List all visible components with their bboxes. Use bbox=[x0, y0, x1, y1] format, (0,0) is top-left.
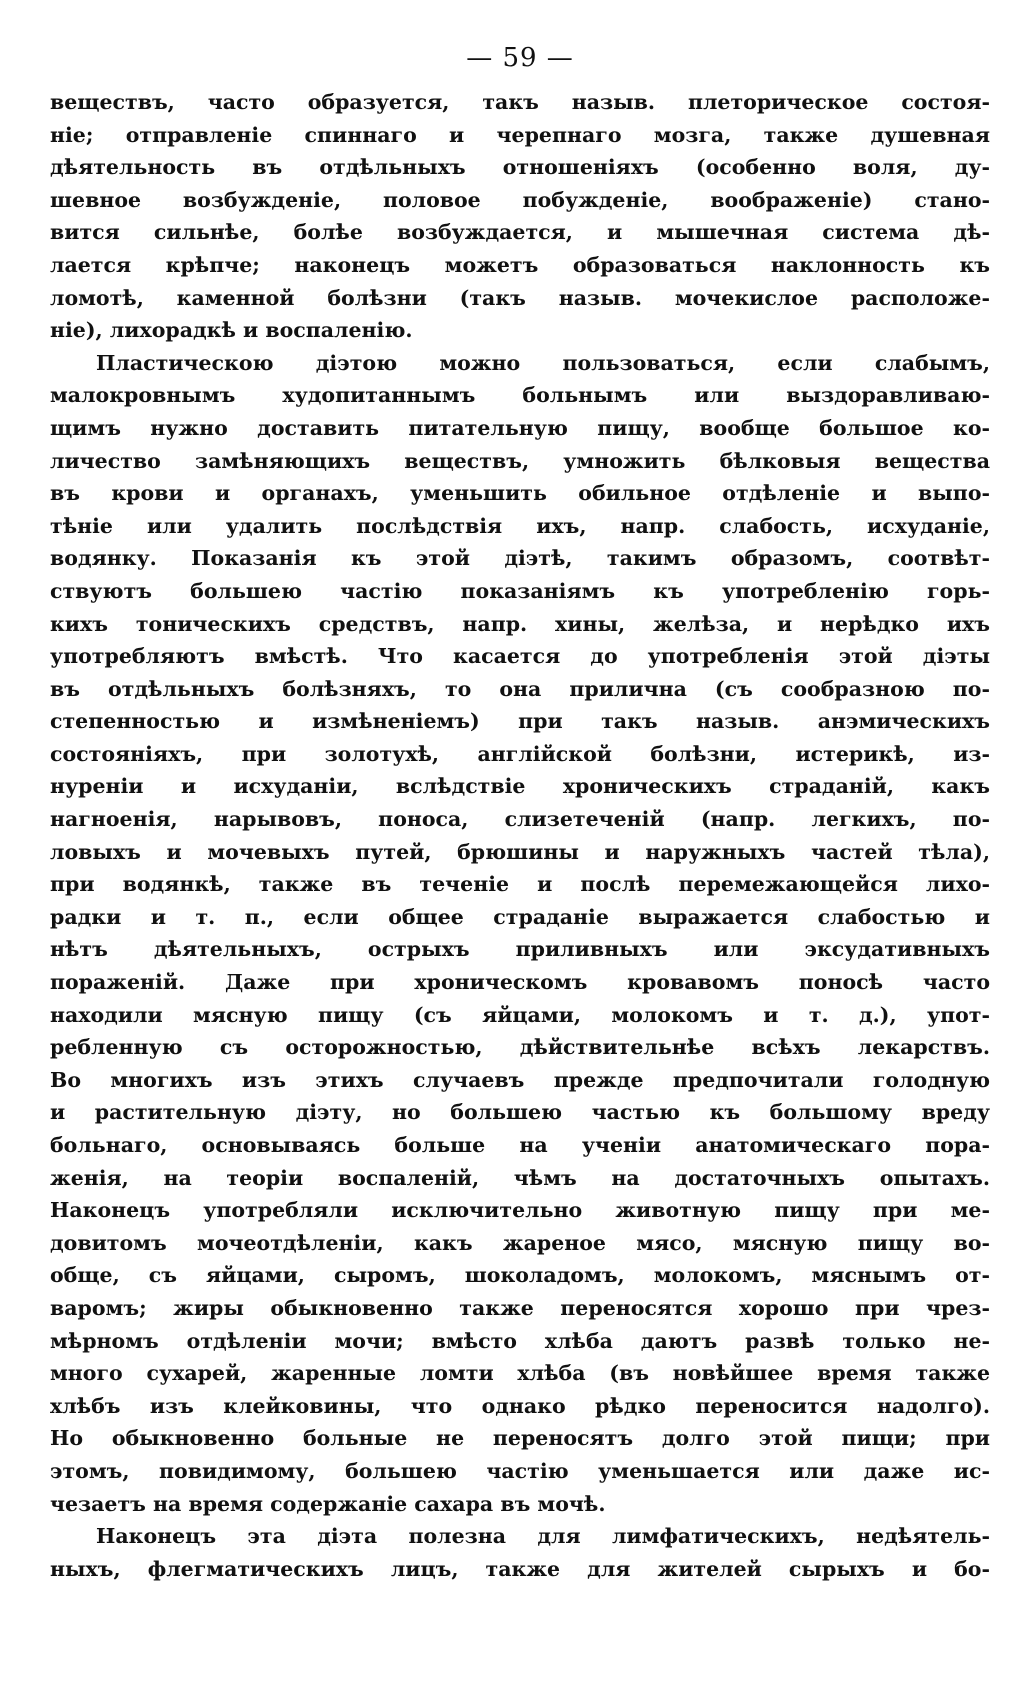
text-line: Наконецъ употребляли исключительно животную пищу при ме- bbox=[50, 1198, 990, 1223]
text-line: состояніяхъ, при золотухѣ, англійской болѣзни, истерикѣ, из- bbox=[50, 741, 990, 766]
text-line: ніе), лихорадкѣ и воспаленію. bbox=[50, 318, 413, 343]
text-line: щимъ нужно доставить питательную пищу, вообще большое ко- bbox=[50, 415, 990, 440]
text-line: женія, на теоріи воспаленій, чѣмъ на достаточныхъ опытахъ. bbox=[50, 1165, 990, 1190]
text-line: ловыхъ и мочевыхъ путей, брюшины и наружныхъ частей тѣла), bbox=[50, 839, 990, 864]
text-line: Во многихъ изъ этихъ случаевъ прежде предпочитали голодную bbox=[50, 1067, 990, 1092]
text-line: кихъ тоническихъ средствъ, напр. хины, желѣза, и нерѣдко ихъ bbox=[50, 611, 990, 636]
text-line: нуреніи и исхуданіи, вслѣдствіе хроническихъ страданій, какъ bbox=[50, 774, 990, 799]
text-line: въ отдѣльныхъ болѣзняхъ, то она прилична (съ сообразною по- bbox=[50, 676, 990, 701]
text-line: дѣятельность въ отдѣльныхъ отношеніяхъ (особенно воля, ду- bbox=[50, 155, 990, 180]
text-line: ныхъ, флегматическихъ лицъ, также для жителей сырыхъ и бо- bbox=[50, 1556, 990, 1581]
text-line: нѣтъ дѣятельныхъ, острыхъ приливныхъ или эксудативныхъ bbox=[50, 937, 990, 962]
text-line: веществъ, часто образуется, такъ назыв. плеторическое состоя- bbox=[50, 90, 990, 114]
text-line: хлѣбъ изъ клейковины, что однако рѣдко переносится надолго). bbox=[50, 1393, 990, 1418]
text-line: лается крѣпче; наконецъ можетъ образоваться наклонность къ bbox=[50, 252, 990, 277]
text-line: въ крови и органахъ, уменьшить обильное отдѣленіе и выпо- bbox=[50, 481, 990, 506]
text-line: Наконецъ эта діэта полезна для лимфатическихъ, недѣятель- bbox=[96, 1524, 990, 1549]
text-line: ствуютъ большею частію показаніямъ къ употребленію горь- bbox=[50, 578, 990, 603]
text-line: находили мясную пищу (съ яйцами, молокомъ и т. д.), упот- bbox=[50, 1002, 990, 1027]
text-line: и растительную діэту, но большею частью къ большому вреду bbox=[50, 1100, 990, 1125]
text-line: Но обыкновенно больные не переносятъ долго этой пищи; при bbox=[50, 1426, 990, 1451]
text-line: вится сильнѣе, болѣе возбуждается, и мышечная система дѣ- bbox=[50, 220, 990, 245]
paragraph-1 bbox=[50, 86, 990, 347]
text-line: чезаетъ на время содержаніе сахара въ мочѣ. bbox=[50, 1491, 606, 1516]
text-line: Пластическою діэтою можно пользоваться, если слабымъ, bbox=[96, 350, 990, 375]
body-text bbox=[50, 86, 990, 1585]
text-line: довитомъ мочеотдѣленіи, какъ жареное мясо, мясную пищу во- bbox=[50, 1230, 990, 1255]
text-line: этомъ, повидимому, большею частію уменьшается или даже ис- bbox=[50, 1458, 990, 1483]
text-line: ніе; отправленіе спиннаго и черепнаго мозга, также душевная bbox=[50, 122, 990, 147]
text-line: обще, съ яйцами, сыромъ, шоколадомъ, молокомъ, мяснымъ от- bbox=[50, 1263, 990, 1288]
text-line: малокровнымъ худопитаннымъ больнымъ или выздоравливаю- bbox=[50, 383, 990, 408]
text-line: пораженій. Даже при хроническомъ кровавомъ поносѣ часто bbox=[50, 970, 990, 995]
book-page bbox=[50, 36, 990, 1585]
text-line: ломотѣ, каменной болѣзни (такъ назыв. мочекислое расположе- bbox=[50, 285, 990, 310]
paragraph-2 bbox=[50, 347, 990, 1520]
text-line: варомъ; жиры обыкновенно также переносятся хорошо при чрез- bbox=[50, 1295, 990, 1320]
text-line: мѣрномъ отдѣленіи мочи; вмѣсто хлѣба даютъ развѣ только не- bbox=[50, 1328, 990, 1353]
page-number: — 59 — bbox=[466, 43, 574, 73]
text-line: радки и т. п., если общее страданіе выражается слабостью и bbox=[50, 904, 990, 929]
text-line: водянку. Показанія къ этой діэтѣ, такимъ образомъ, соотвѣт- bbox=[50, 546, 990, 571]
text-line: больнаго, основываясь больше на ученіи анатомическаго пора- bbox=[50, 1133, 990, 1157]
text-line: ребленную съ осторожностью, дѣйствительнѣе всѣхъ лекарствъ. bbox=[50, 1035, 990, 1060]
text-line: нагноенія, нарывовъ, поноса, слизетеченій (напр. легкихъ, по- bbox=[50, 807, 990, 832]
text-line: личество замѣняющихъ веществъ, умножить бѣлковыя вещества bbox=[50, 448, 990, 473]
text-line: много сухарей, жаренные ломти хлѣба (въ новѣйшее время также bbox=[50, 1361, 990, 1386]
paragraph-3 bbox=[50, 1520, 990, 1585]
text-line: при водянкѣ, также въ теченіе и послѣ перемежающейся лихо- bbox=[50, 872, 990, 897]
text-line: шевное возбужденіе, половое побужденіе, воображеніе) стано- bbox=[50, 187, 990, 212]
text-line: тѣніе или удалить послѣдствія ихъ, напр. слабость, исхуданіе, bbox=[50, 513, 990, 538]
text-line: степенностью и измѣненіемъ) при такъ назыв. анэмическихъ bbox=[50, 709, 990, 734]
text-line: употребляютъ вмѣстѣ. Что касается до употребленія этой діэты bbox=[50, 644, 990, 669]
